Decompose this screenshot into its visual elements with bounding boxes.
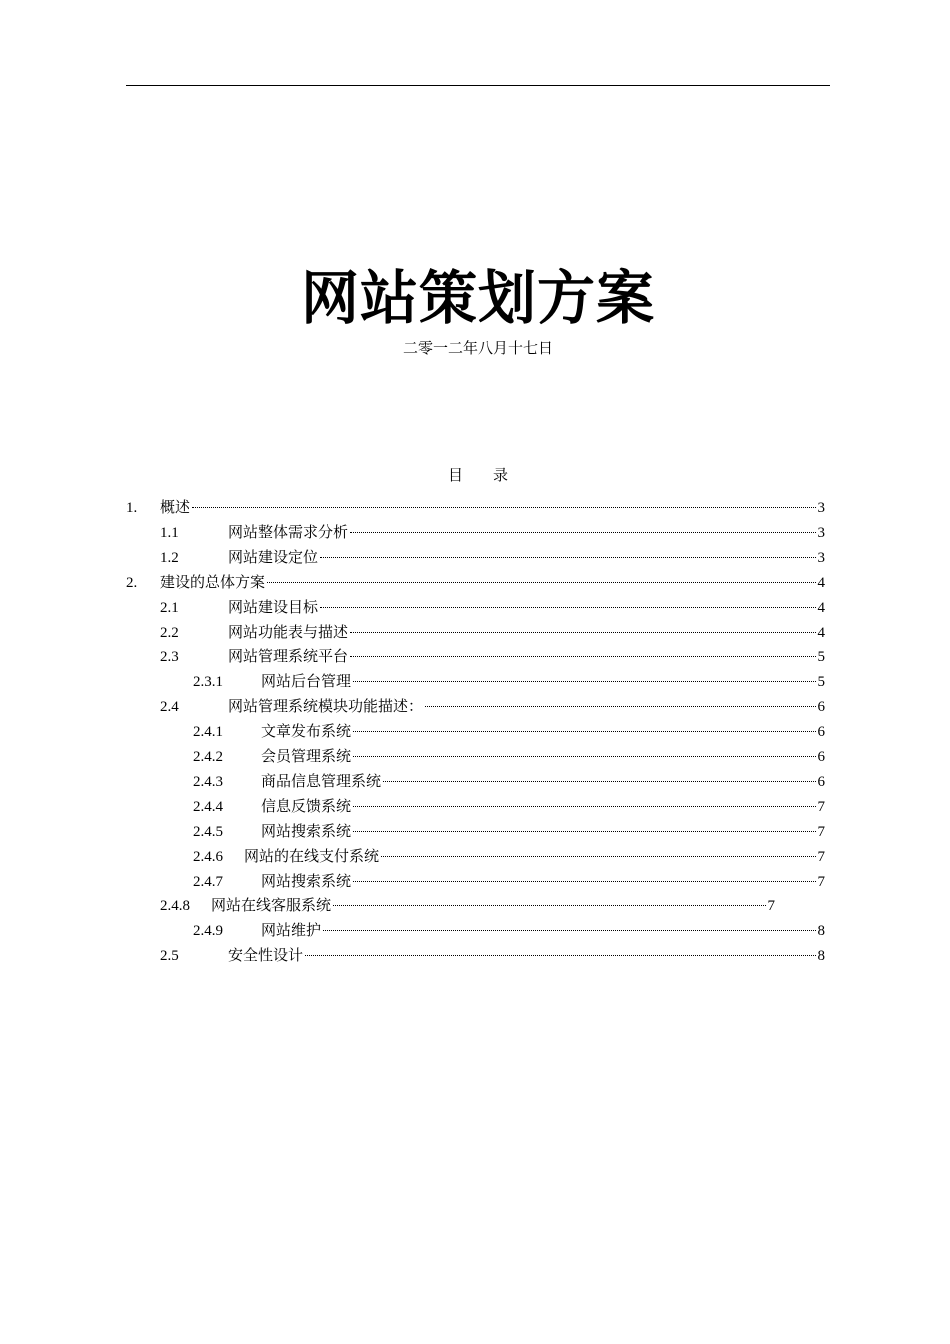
toc-entry-text: 网站管理系统模块功能描述：	[228, 699, 424, 716]
toc-dot-leader	[323, 930, 815, 931]
toc-entry-page: 4	[817, 599, 825, 616]
toc-entry[interactable]	[126, 572, 825, 594]
toc-entry-page: 7	[817, 873, 825, 890]
toc-entry-number: 2.3	[160, 649, 179, 666]
toc-entry[interactable]	[193, 671, 825, 693]
toc-entry-page: 8	[817, 948, 825, 965]
toc-entry-number: 2.4.1	[193, 724, 223, 741]
toc-entry-number: 2.4	[160, 699, 179, 716]
toc-entry-number: 1.1	[160, 524, 179, 541]
toc-entry-page: 8	[817, 923, 825, 940]
toc-dot-leader	[353, 831, 815, 832]
toc-dot-leader	[353, 806, 815, 807]
toc-entry-text: 商品信息管理系统	[261, 773, 382, 790]
toc-dot-leader	[350, 632, 815, 633]
toc-entry-page: 5	[817, 674, 825, 691]
toc-entry-text: 网站的在线支付系统	[244, 848, 380, 865]
toc-entry-text: 网站建设目标	[228, 599, 319, 616]
toc-entry-page: 3	[817, 549, 825, 566]
toc-entry[interactable]	[193, 796, 825, 818]
toc-entry-number: 2.1	[160, 599, 179, 616]
toc-entry-page: 7	[817, 798, 825, 815]
toc-dot-leader	[320, 607, 815, 608]
toc-entry-number: 2.2	[160, 624, 179, 641]
toc-entry-number: 2.5	[160, 948, 179, 965]
toc-entry[interactable]	[193, 721, 825, 743]
toc-entry-number: 1.	[126, 500, 138, 516]
toc-dot-leader	[353, 881, 815, 882]
toc-entry[interactable]	[160, 945, 825, 967]
toc-dot-leader	[353, 756, 815, 757]
toc-entry-number: 2.4.5	[193, 823, 223, 840]
toc-entry-text: 网站后台管理	[261, 674, 352, 691]
toc-dot-leader	[305, 955, 815, 956]
toc-entry-text: 网站建设定位	[228, 549, 319, 566]
toc-entry-page: 3	[817, 524, 825, 541]
toc-entry-text: 概述	[160, 500, 191, 516]
toc-entry-text: 网站管理系统平台	[228, 649, 349, 666]
toc-entry-number: 1.2	[160, 549, 179, 566]
toc-entry-text: 网站搜索系统	[261, 823, 352, 840]
toc-entry[interactable]	[160, 646, 825, 668]
document-title: 网站策划方案	[300, 264, 655, 332]
toc-entry[interactable]	[193, 821, 825, 843]
toc-entry-page: 5	[817, 649, 825, 666]
toc-entry[interactable]	[160, 522, 825, 544]
toc-entry-number: 2.3.1	[193, 674, 223, 691]
toc-entry[interactable]	[160, 547, 825, 569]
toc-entry-number: 2.4.3	[193, 773, 223, 790]
header-rule	[126, 85, 830, 86]
document-date: 二零一二年八月十七日	[402, 341, 553, 357]
toc-entry-text: 网站维护	[261, 923, 322, 940]
toc-entry-text: 网站搜索系统	[261, 873, 352, 890]
toc-entry-number: 2.	[126, 574, 138, 591]
toc-dot-leader	[350, 656, 815, 657]
toc-heading-right: 录	[493, 468, 509, 484]
toc-entry-page: 6	[817, 724, 825, 741]
toc-entry[interactable]	[193, 871, 825, 893]
toc-entry[interactable]	[160, 622, 825, 644]
toc-entry[interactable]	[160, 597, 825, 619]
toc-dot-leader	[353, 681, 815, 682]
toc-entry-number: 2.4.8	[160, 898, 190, 915]
toc-entry-number: 2.4.4	[193, 798, 223, 815]
toc-entry-page: 6	[817, 773, 825, 790]
toc-entry[interactable]	[160, 895, 775, 917]
toc-entry-text: 网站在线客服系统	[211, 898, 332, 915]
toc-entry-number: 2.4.9	[193, 923, 223, 940]
toc-dot-leader	[320, 557, 815, 558]
toc-heading	[0, 465, 950, 487]
toc-entry-text: 信息反馈系统	[261, 798, 352, 815]
toc-entry-page: 7	[767, 898, 775, 915]
toc-entry-text: 安全性设计	[228, 948, 304, 965]
toc-entry-text: 会员管理系统	[261, 749, 352, 765]
toc-entry-page: 6	[817, 749, 825, 765]
toc-entry[interactable]	[126, 497, 825, 519]
toc-entry-page: 4	[817, 574, 825, 591]
toc-dot-leader	[192, 507, 815, 508]
toc-entry-text: 网站整体需求分析	[228, 524, 349, 541]
toc-dot-leader	[353, 731, 815, 732]
toc-entry-page: 7	[817, 823, 825, 840]
toc-dot-leader	[350, 532, 815, 533]
toc-entry-text: 网站功能表与描述	[228, 624, 349, 641]
toc-entry-page: 7	[817, 848, 825, 865]
toc-heading-left: 目	[447, 468, 463, 484]
toc-dot-leader	[383, 781, 815, 782]
toc-entry-number: 2.4.2	[193, 749, 223, 765]
toc-entry[interactable]	[193, 771, 825, 793]
toc-dot-leader	[381, 856, 815, 857]
toc-entry-page: 3	[817, 500, 825, 516]
toc-entry[interactable]	[193, 846, 825, 868]
toc-entry-number: 2.4.7	[193, 873, 223, 890]
toc-entry-page: 4	[817, 624, 825, 641]
toc-dot-leader	[267, 582, 815, 583]
toc-entry-text: 建设的总体方案	[160, 574, 266, 591]
toc-entry[interactable]	[193, 746, 825, 768]
toc-entry-page: 6	[817, 699, 825, 716]
toc-dot-leader	[425, 706, 815, 707]
toc-entry[interactable]	[193, 920, 825, 942]
toc-entry-number: 2.4.6	[193, 848, 223, 865]
toc-dot-leader	[333, 905, 765, 906]
toc-entry[interactable]	[160, 696, 825, 718]
toc-entry-text: 文章发布系统	[261, 724, 352, 741]
